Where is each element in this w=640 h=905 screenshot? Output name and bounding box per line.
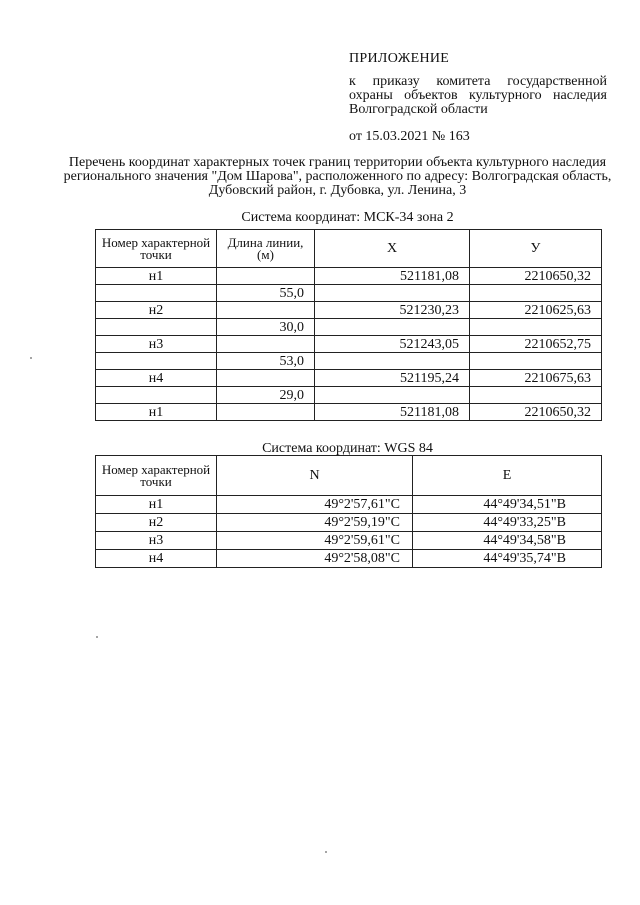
point-number-cell: н3 xyxy=(96,336,217,353)
y-coordinate-cell: 2210625,63 xyxy=(470,302,602,319)
header-e: E xyxy=(413,456,602,496)
y-coordinate-cell: 2210650,32 xyxy=(470,404,602,421)
table-row xyxy=(96,496,602,514)
line-length-cell: 53,0 xyxy=(217,353,315,370)
longitude-cell: 44°49'34,51"В xyxy=(413,496,602,514)
x-coordinate-cell xyxy=(315,387,470,404)
point-number-cell: н2 xyxy=(96,302,217,319)
point-number-cell: н1 xyxy=(96,496,217,514)
y-coordinate-cell: 2210652,75 xyxy=(470,336,602,353)
table-row xyxy=(96,532,602,550)
y-coordinate-cell xyxy=(470,353,602,370)
header-line-length: Длина линии, (м) xyxy=(217,230,315,268)
point-number-cell xyxy=(96,353,217,370)
y-coordinate-cell xyxy=(470,387,602,404)
header-x: X xyxy=(315,230,470,268)
x-coordinate-cell: 521195,24 xyxy=(315,370,470,387)
header-y: У xyxy=(470,230,602,268)
line-length-cell: 30,0 xyxy=(217,319,315,336)
table-row xyxy=(96,550,602,568)
point-number-cell: н4 xyxy=(96,550,217,568)
x-coordinate-cell xyxy=(315,319,470,336)
longitude-cell: 44°49'33,25"В xyxy=(413,514,602,532)
table-header-row xyxy=(96,456,602,496)
segment-row xyxy=(96,319,602,336)
longitude-cell: 44°49'35,74"В xyxy=(413,550,602,568)
y-coordinate-cell: 2210650,32 xyxy=(470,268,602,285)
point-number-cell xyxy=(96,285,217,302)
x-coordinate-cell xyxy=(315,285,470,302)
y-coordinate-cell: 2210675,63 xyxy=(470,370,602,387)
table-row xyxy=(96,268,602,285)
x-coordinate-cell: 521181,08 xyxy=(315,404,470,421)
x-coordinate-cell xyxy=(315,353,470,370)
table-row xyxy=(96,336,602,353)
x-coordinate-cell: 521243,05 xyxy=(315,336,470,353)
order-line: к приказу комитета государственной xyxy=(349,74,607,89)
appendix-title: ПРИЛОЖЕНИЕ xyxy=(349,51,450,66)
segment-row xyxy=(96,353,602,370)
order-date: от 15.03.2021 № 163 xyxy=(349,129,470,144)
wgs-coordinates-table xyxy=(95,455,602,568)
line-length-cell xyxy=(217,302,315,319)
line-length-cell xyxy=(217,404,315,421)
line-length-cell: 29,0 xyxy=(217,387,315,404)
latitude-cell: 49°2'57,61"С xyxy=(217,496,413,514)
line-length-cell xyxy=(217,370,315,387)
point-number-cell: н2 xyxy=(96,514,217,532)
order-line: Волгоградской области xyxy=(349,102,488,117)
table-row xyxy=(96,514,602,532)
y-coordinate-cell xyxy=(470,285,602,302)
table-row xyxy=(96,302,602,319)
msk-table-body xyxy=(96,268,602,421)
point-number-cell: н3 xyxy=(96,532,217,550)
point-number-cell: н1 xyxy=(96,404,217,421)
latitude-cell: 49°2'58,08"С xyxy=(217,550,413,568)
x-coordinate-cell: 521230,23 xyxy=(315,302,470,319)
wgs-caption: Система координат: WGS 84 xyxy=(262,441,433,456)
x-coordinate-cell: 521181,08 xyxy=(315,268,470,285)
longitude-cell: 44°49'34,58"В xyxy=(413,532,602,550)
point-number-cell: н4 xyxy=(96,370,217,387)
point-number-cell xyxy=(96,387,217,404)
header-point-number: Номер характерной точки xyxy=(96,230,217,268)
order-line: охраны объектов культурного наследия xyxy=(349,88,607,103)
table-header-row xyxy=(96,230,602,268)
segment-row xyxy=(96,285,602,302)
point-number-cell: н1 xyxy=(96,268,217,285)
point-number-cell xyxy=(96,319,217,336)
y-coordinate-cell xyxy=(470,319,602,336)
header-point-number: Номер характерной точки xyxy=(96,456,217,496)
scan-speck xyxy=(96,636,98,638)
latitude-cell: 49°2'59,19"С xyxy=(217,514,413,532)
scan-speck xyxy=(325,851,327,853)
scan-speck xyxy=(30,357,32,359)
wgs-table-body xyxy=(96,496,602,568)
line-length-cell: 55,0 xyxy=(217,285,315,302)
line-length-cell xyxy=(217,268,315,285)
order-reference xyxy=(349,75,607,117)
line-length-cell xyxy=(217,336,315,353)
document-title: Перечень координат характерных точек границ территории объекта культурного наследия регионального значения "Дом Шарова", расположенного по адресу: Волгоградская область, Дубовский район, г. Дубовка, ул. Ленина, 3 xyxy=(63,155,612,198)
msk-coordinates-table xyxy=(95,229,602,421)
table-row xyxy=(96,370,602,387)
msk-caption: Система координат: МСК-34 зона 2 xyxy=(241,210,454,225)
header-n: N xyxy=(217,456,413,496)
segment-row xyxy=(96,387,602,404)
table-row xyxy=(96,404,602,421)
latitude-cell: 49°2'59,61"С xyxy=(217,532,413,550)
